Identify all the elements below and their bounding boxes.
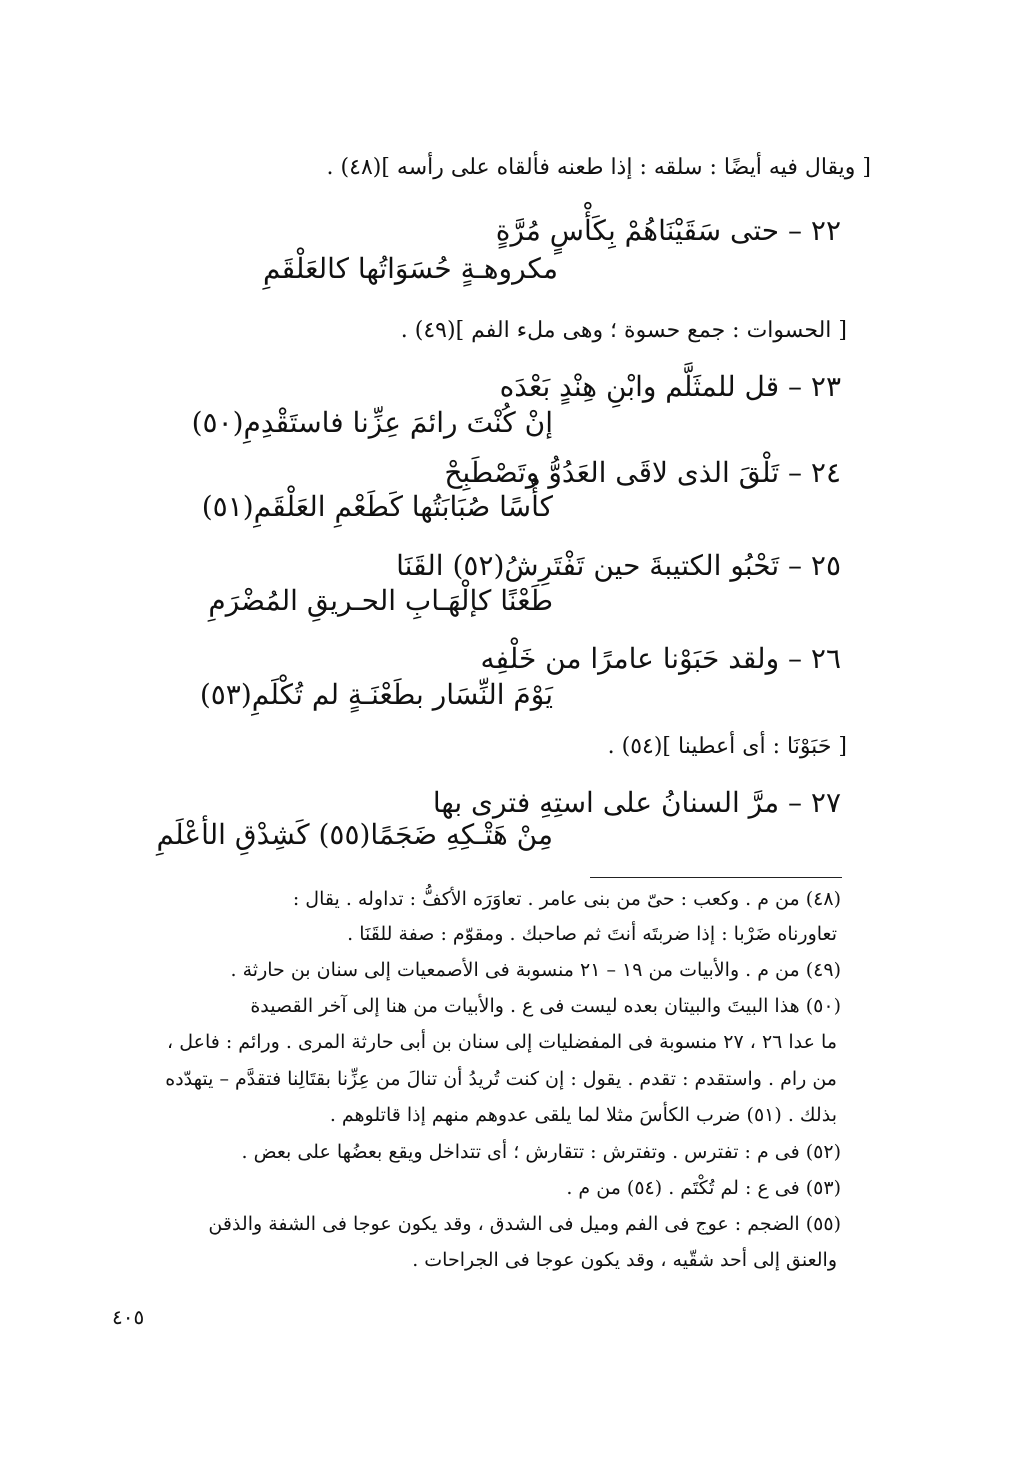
verse-24-second-hemistich: كأْسًا صُبَابَتُها كَطَعْمِ العَلْقَمِ(٥١) bbox=[201, 490, 553, 523]
footnote-line: من رام . واستقدم : تقدم . يقول : إن كنت تُريدُ أن تنالَ من عِزِّنا بقتَالِنا فتقدَّم – يتهدّده bbox=[165, 1068, 837, 1090]
footnote-line: (٥٠) هذا البيتَ والبيتان بعده ليست فى ع . والأبيات من هنا إلى آخر القصيدة bbox=[250, 995, 841, 1017]
verse-23-second-hemistich: إنْ كُنْتَ رائمَ عِزِّنا فاستَقْدِمِ(٥٠) bbox=[191, 406, 553, 439]
footnote-separator bbox=[590, 877, 842, 878]
note-48: [ ويقال فيه أيضًا : سلقه : إذا طعنه فألقاه على رأسه ](٤٨) . bbox=[326, 155, 871, 180]
verse-22-first-hemistich: ٢٢ – حتى سَقَيْنَاهُمْ بِكَأْسٍ مُرَّةٍ bbox=[495, 214, 841, 247]
verse-26-second-hemistich: يَوْمَ النِّسَار بطَعْنَـةٍ لم تُكْلَمِ(٥٣) bbox=[199, 678, 553, 711]
verse-27-second-hemistich: مِنْ هَتْـكِهِ ضَجَمًا(٥٥) كَشِدْقِ الأعْلَمِ bbox=[156, 818, 553, 851]
footnote-line: تعاورناه ضَرْبا : إذا ضربتَه أنتَ ثم صاحبك . ومقوّم : صفة للقَنَا . bbox=[347, 923, 837, 945]
footnote-line: (٥٢) فى م : تفترس . وتفترش : تتقارش ؛ أى تتداخل ويقع بعضُها على بعض . bbox=[241, 1141, 841, 1163]
footnote-line: بذلك . (٥١) ضرب الكأسَ مثلا لما يلقى عدوهم منهم إذا قاتلوهم . bbox=[329, 1104, 837, 1126]
footnote-line: (٤٩) من م . والأبيات من ١٩ – ٢١ منسوبة فى الأصمعيات إلى سنان بن حارثة . bbox=[230, 959, 841, 981]
verse-22-second-hemistich: مكروهـةٍ حُسَوَاتُها كالعَلْقَمِ bbox=[263, 252, 558, 285]
verse-25-second-hemistich: طَعْنًا كإلْهَـابِ الحـريقِ المُضْرَمِ bbox=[208, 584, 553, 617]
verse-24-first-hemistich: ٢٤ – تَلْقَ الذى لاقَى العَدُوُّ وتَصْطَبِحْ bbox=[444, 456, 841, 489]
footnote-line: والعنق إلى أحد شقّيه ، وقد يكون عوجا فى الجراحات . bbox=[412, 1249, 837, 1271]
verse-23-first-hemistich: ٢٣ – قل للمثَلَّم وابْنِ هِنْدٍ بَعْدَه bbox=[499, 370, 841, 403]
note-49: [ الحسوات : جمع حسوة ؛ وهى ملء الفم ](٤٩) . bbox=[400, 318, 847, 343]
footnote-line: (٥٣) فى ع : لم تُكْتَم . (٥٤) من م . bbox=[566, 1177, 841, 1199]
verse-25-first-hemistich: ٢٥ – تَحْبُو الكتيبةَ حين تَفْتَرِشُ(٥٢) القَنَا bbox=[396, 549, 841, 582]
note-54: [ حَبَوْنَا : أى أعطينا ](٥٤) . bbox=[607, 734, 847, 759]
verse-26-first-hemistich: ٢٦ – ولقد حَبَوْنا عامرًا من خَلْفِه bbox=[480, 642, 841, 675]
verse-27-first-hemistich: ٢٧ – مرَّ السنانُ على استِهِ فترى بها bbox=[432, 786, 841, 819]
footnote-line: ما عدا ٢٦ ، ٢٧ منسوبة فى المفضليات إلى سنان بن أبى حارثة المرى . ورائم : فاعل ، bbox=[167, 1031, 837, 1053]
footnote-line: (٤٨) من م . وكعب : حىّ من بنى عامر . تعاوَرَه الأكفُّ : تداوله . يقال : bbox=[292, 888, 841, 910]
page-number: ٤٠٥ bbox=[112, 1305, 145, 1329]
footnote-line: (٥٥) الضجم : عوج فى الفم وميل فى الشدق ، وقد يكون عوجا فى الشفة والذقن bbox=[208, 1213, 841, 1235]
